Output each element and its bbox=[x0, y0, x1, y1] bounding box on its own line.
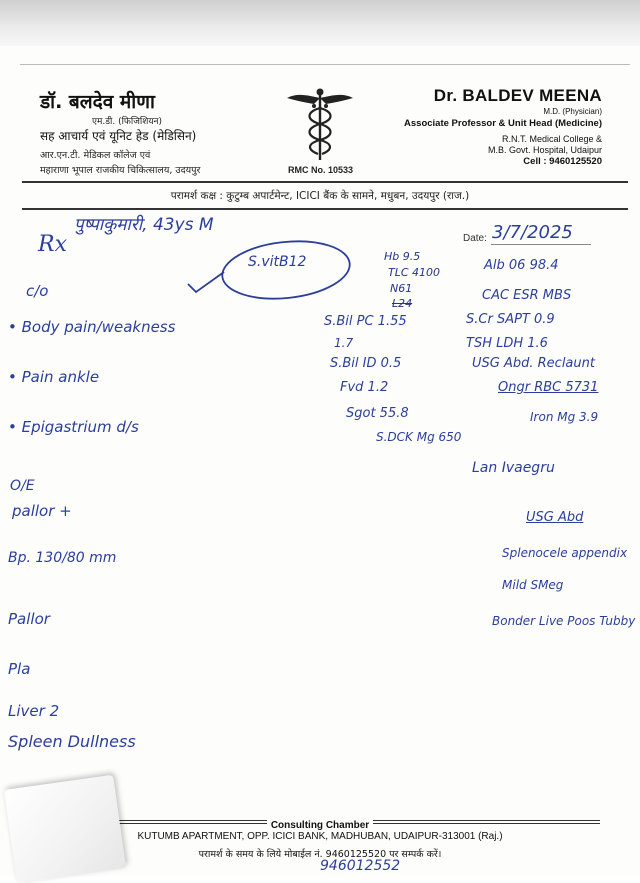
date-value: 3/7/2025 bbox=[492, 222, 573, 243]
college-english-line1: R.N.T. Medical College & bbox=[501, 134, 602, 144]
college-english-line2: M.B. Govt. Hospital, Udaipur bbox=[487, 145, 602, 155]
left-note: Liver 2 bbox=[8, 702, 60, 720]
rmc-number: RMC No. 10533 bbox=[288, 165, 354, 175]
right-note: Lan Ivaegru bbox=[472, 460, 555, 476]
right-note: USG Abd bbox=[526, 510, 584, 525]
header-divider-top bbox=[22, 181, 628, 183]
doctor-name-hindi: डॉ. बलदेव मीणा bbox=[40, 91, 155, 113]
lab-value: L24 bbox=[392, 297, 413, 310]
right-note: USG Abd. Reclaunt bbox=[472, 356, 595, 371]
right-note: Bonder Live Poos Tubby bbox=[492, 614, 636, 628]
lab-value: S.Bil ID 0.5 bbox=[330, 356, 402, 371]
left-note: • Pain ankle bbox=[8, 368, 100, 386]
lab-value: Sgot 55.8 bbox=[346, 406, 409, 421]
circled-test bbox=[184, 236, 354, 308]
designation-hindi: सह आचार्य एवं यूनिट हेड (मेडिसिन) bbox=[40, 129, 197, 143]
lab-value: 1.7 bbox=[334, 336, 354, 350]
right-note: CAC ESR MBS bbox=[482, 288, 572, 303]
right-note: S.Cr SAPT 0.9 bbox=[466, 312, 555, 327]
right-note: Ongr RBC 5731 bbox=[498, 380, 599, 395]
lab-value: S.DCK Mg 650 bbox=[376, 430, 462, 444]
qualification-hindi: एम.डी. (फिजिशियन) bbox=[92, 117, 163, 127]
lab-value: S.Bil PC 1.55 bbox=[324, 314, 407, 329]
footer-address: KUTUMB APARTMENT, OPP. ICICI BANK, MADHUBAN, UDAIPUR-313001 (Raj.) bbox=[137, 831, 503, 842]
left-note: • Body pain/weakness bbox=[8, 318, 176, 336]
qualification-english: M.D. (Physician) bbox=[543, 107, 602, 116]
right-note: Mild SMeg bbox=[502, 578, 564, 592]
date-underline bbox=[491, 244, 591, 245]
left-note: Spleen Dullness bbox=[8, 732, 136, 751]
header-divider-bottom bbox=[22, 208, 628, 210]
english-header bbox=[404, 86, 602, 167]
right-note: Alb 06 98.4 bbox=[484, 258, 559, 273]
date-label: Date: bbox=[463, 233, 487, 244]
left-note: Bp. 130/80 mm bbox=[8, 550, 117, 566]
scan-shadow-band bbox=[0, 0, 640, 46]
left-note: Pla bbox=[8, 660, 31, 678]
left-note: pallor + bbox=[12, 502, 72, 520]
footer-title: Consulting Chamber bbox=[267, 820, 373, 831]
designation-english: Associate Professor & Unit Head (Medicine) bbox=[404, 118, 602, 129]
right-note: Iron Mg 3.9 bbox=[530, 410, 599, 424]
chamber-address-hindi: परामर्श कक्ष : कुटुम्ब अपार्टमेन्ट, ICICI बैंक के सामने, मधुबन, उदयपुर (राज.) bbox=[170, 190, 470, 202]
caduceus-icon bbox=[284, 86, 356, 162]
left-note: Pallor bbox=[8, 610, 50, 628]
college-hindi-line1: आर.एन.टी. मेडिकल कॉलेज एवं bbox=[40, 150, 151, 161]
circled-test-label: S.vitB12 bbox=[248, 254, 307, 270]
right-note: Splenocele appendix bbox=[502, 546, 628, 560]
left-note: • Epigastrium d/s bbox=[8, 418, 139, 436]
right-note: TSH LDH 1.6 bbox=[466, 336, 548, 351]
doctor-name-english: Dr. BALDEV MEENA bbox=[433, 86, 602, 105]
patient-name: पुष्पाकुमारी, 43ys M bbox=[74, 215, 214, 235]
cell-number: Cell : 9460125520 bbox=[523, 156, 602, 167]
left-note: O/E bbox=[10, 478, 35, 494]
rx-symbol: Rx bbox=[38, 232, 67, 257]
folded-corner bbox=[4, 775, 126, 883]
lab-value: N61 bbox=[390, 282, 413, 295]
footer-hindi-note: परामर्श के समय के लिये मोबाईल नं. 9460125520 पर सम्पर्क करें। bbox=[198, 849, 442, 860]
lab-value: TLC 4100 bbox=[388, 266, 441, 279]
left-note: c/o bbox=[26, 282, 49, 300]
top-edge-line bbox=[20, 64, 630, 65]
college-hindi-line2: महाराणा भूपाल राजकीय चिकित्सालय, उदयपुर bbox=[40, 165, 201, 176]
lab-value: Hb 9.5 bbox=[384, 250, 421, 263]
lab-value: Fvd 1.2 bbox=[340, 380, 389, 395]
footer-handwritten-number: 946012552 bbox=[320, 858, 401, 874]
